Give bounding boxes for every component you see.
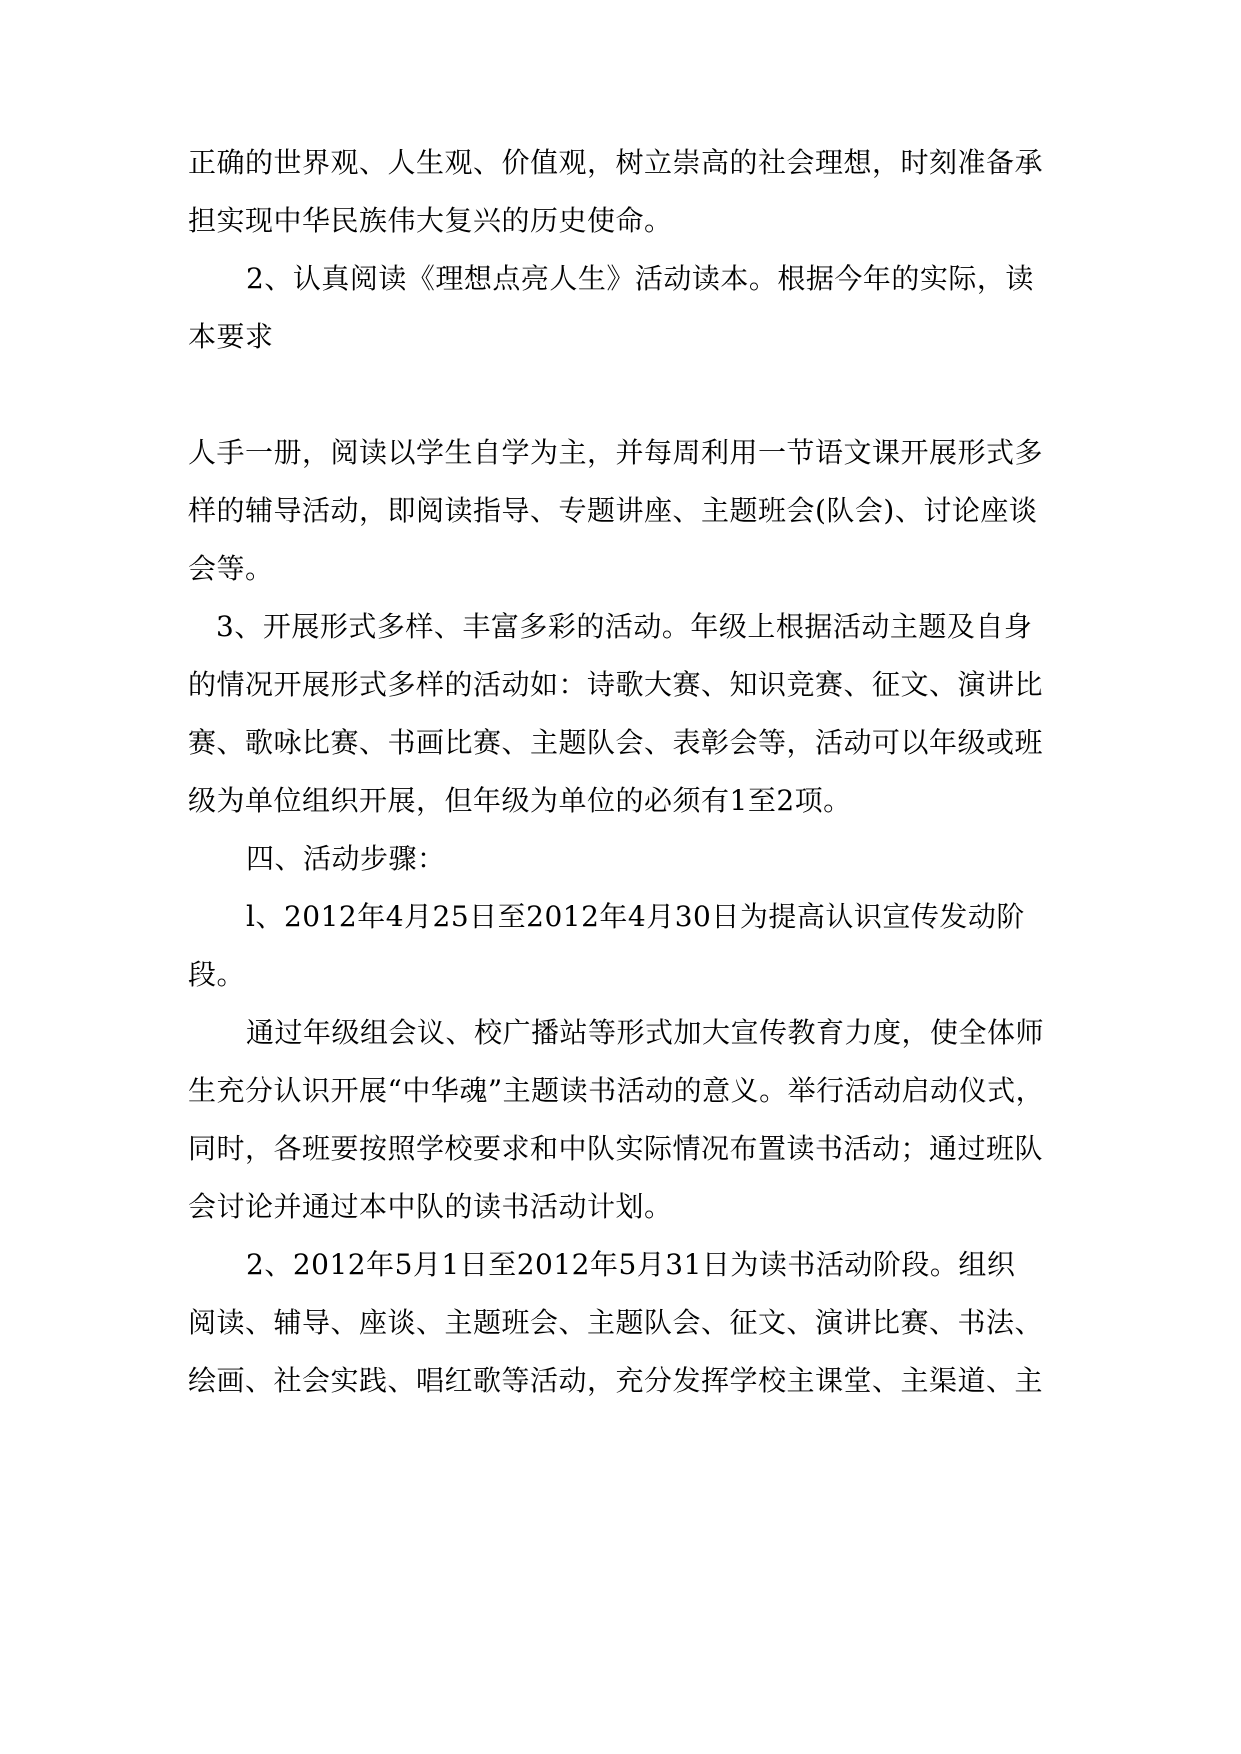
text-line-11: 级为单位组织开展，但年级为单位的必须有1至2项。 xyxy=(188,784,852,817)
section-heading: 四、活动步骤： xyxy=(246,842,446,875)
text-line-21: 绘画、社会实践、唱红歌等活动，充分发挥学校主课堂、主渠道、主 xyxy=(188,1364,1044,1397)
text-line-17: 同时，各班要按照学校要求和中队实际情况布置读书活动；通过班队 xyxy=(188,1132,1044,1165)
text-line-4: 本要求 xyxy=(188,320,274,353)
text-line-10: 赛、歌咏比赛、书画比赛、主题队会、表彰会等，活动可以年级或班 xyxy=(188,726,1044,759)
text-line-7: 会等。 xyxy=(188,552,274,585)
text-line-15: 通过年级组会议、校广播站等形式加大宣传教育力度，使全体师 xyxy=(246,1016,1045,1049)
text-line-16: 生充分认识开展“中华魂”主题读书活动的意义。举行活动启动仪式， xyxy=(188,1074,1045,1107)
text-line-6: 样的辅导活动，即阅读指导、专题讲座、主题班会(队会)、讨论座谈 xyxy=(188,494,1038,527)
text-line-1: 正确的世界观、人生观、价值观，树立崇高的社会理想，时刻准备承 xyxy=(188,146,1044,179)
text-line-13: l、2012年4月25日至2012年4月30日为提高认识宣传发动阶 xyxy=(246,900,1025,933)
text-line-3: 2、认真阅读《理想点亮人生》活动读本。根据今年的实际，读 xyxy=(246,262,1034,295)
text-line-9: 的情况开展形式多样的活动如：诗歌大赛、知识竞赛、征文、演讲比 xyxy=(188,668,1044,701)
text-line-20: 阅读、辅导、座谈、主题班会、主题队会、征文、演讲比赛、书法、 xyxy=(188,1306,1044,1339)
text-line-14: 段。 xyxy=(188,958,246,991)
text-line-2: 担实现中华民族伟大复兴的历史使命。 xyxy=(188,204,673,237)
text-line-18: 会讨论并通过本中队的读书活动计划。 xyxy=(188,1190,673,1223)
text-line-19: 2、2012年5月1日至2012年5月31日为读书活动阶段。组织 xyxy=(246,1248,1016,1281)
text-line-5: 人手一册，阅读以学生自学为主，并每周利用一节语文课开展形式多 xyxy=(188,436,1044,469)
text-line-8: 3、开展形式多样、丰富多彩的活动。年级上根据活动主题及自身 xyxy=(216,610,1033,643)
